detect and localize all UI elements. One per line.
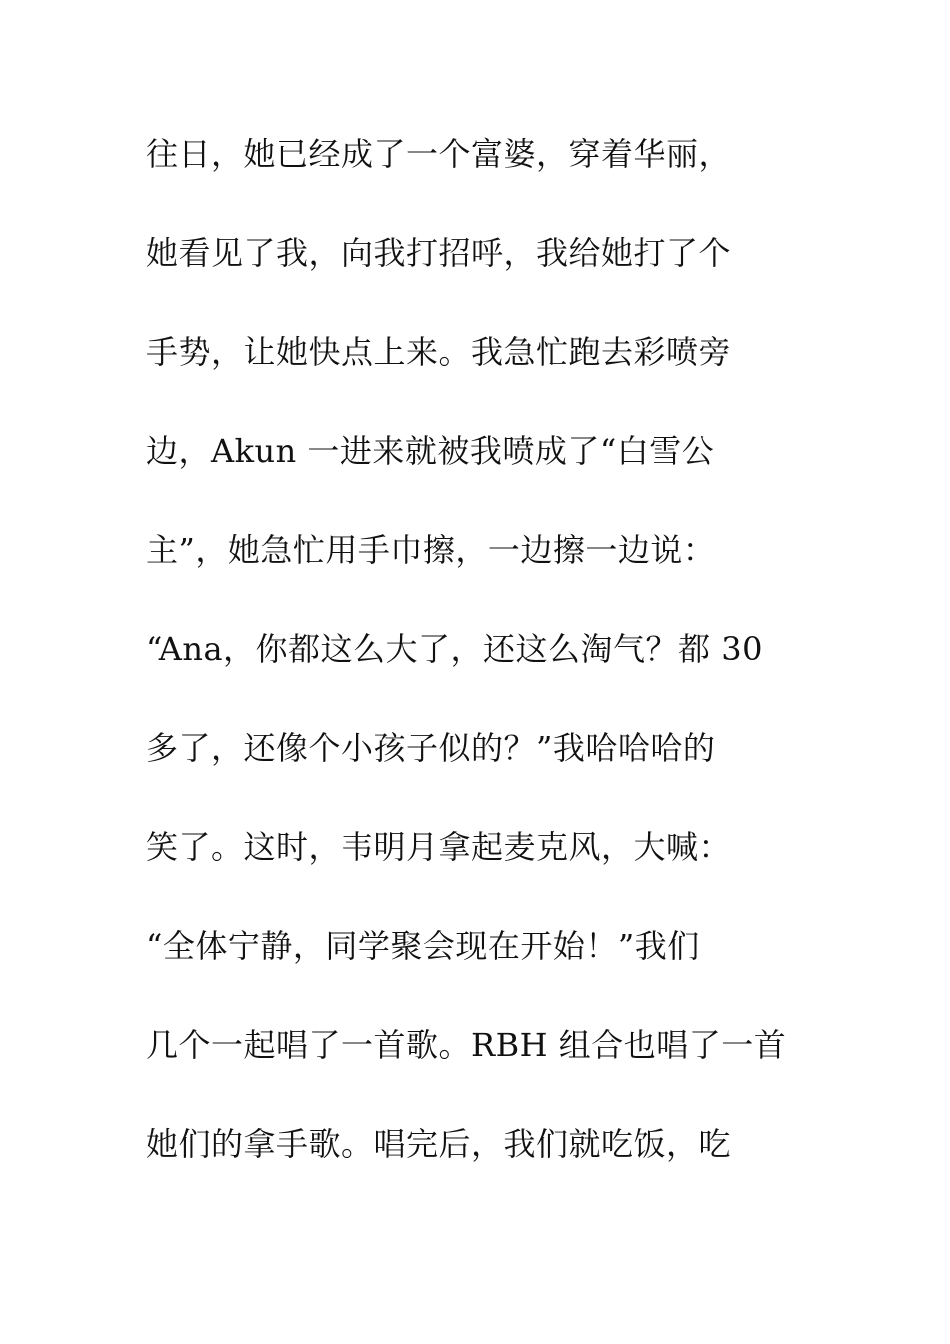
text-line: 她看见了我，向我打招呼，我给她打了个 [146,234,732,272]
text-line: 几个一起唱了一首歌。RBH 组合也唱了一首 [146,1026,787,1064]
document-body-text [146,128,826,1217]
text-line: “全体宁静，同学聚会现在开始！”我们 [146,927,700,965]
text-line: 手势，让她快点上来。我急忙跑去彩喷旁 [146,333,732,371]
text-line: 多了，还像个小孩子似的？”我哈哈哈的 [146,729,716,767]
text-line: 笑了。这时，韦明月拿起麦克风，大喊： [146,828,732,866]
text-line: “Ana，你都这么大了，还这么淘气？都 30 [146,630,763,668]
text-line: 她们的拿手歌。唱完后，我们就吃饭，吃 [146,1125,732,1163]
text-line: 边，Akun 一进来就被我喷成了“白雪公 [146,432,715,470]
text-line: 主”，她急忙用手巾擦，一边擦一边说： [146,531,716,569]
text-line: 往日，她已经成了一个富婆，穿着华丽， [146,135,732,173]
